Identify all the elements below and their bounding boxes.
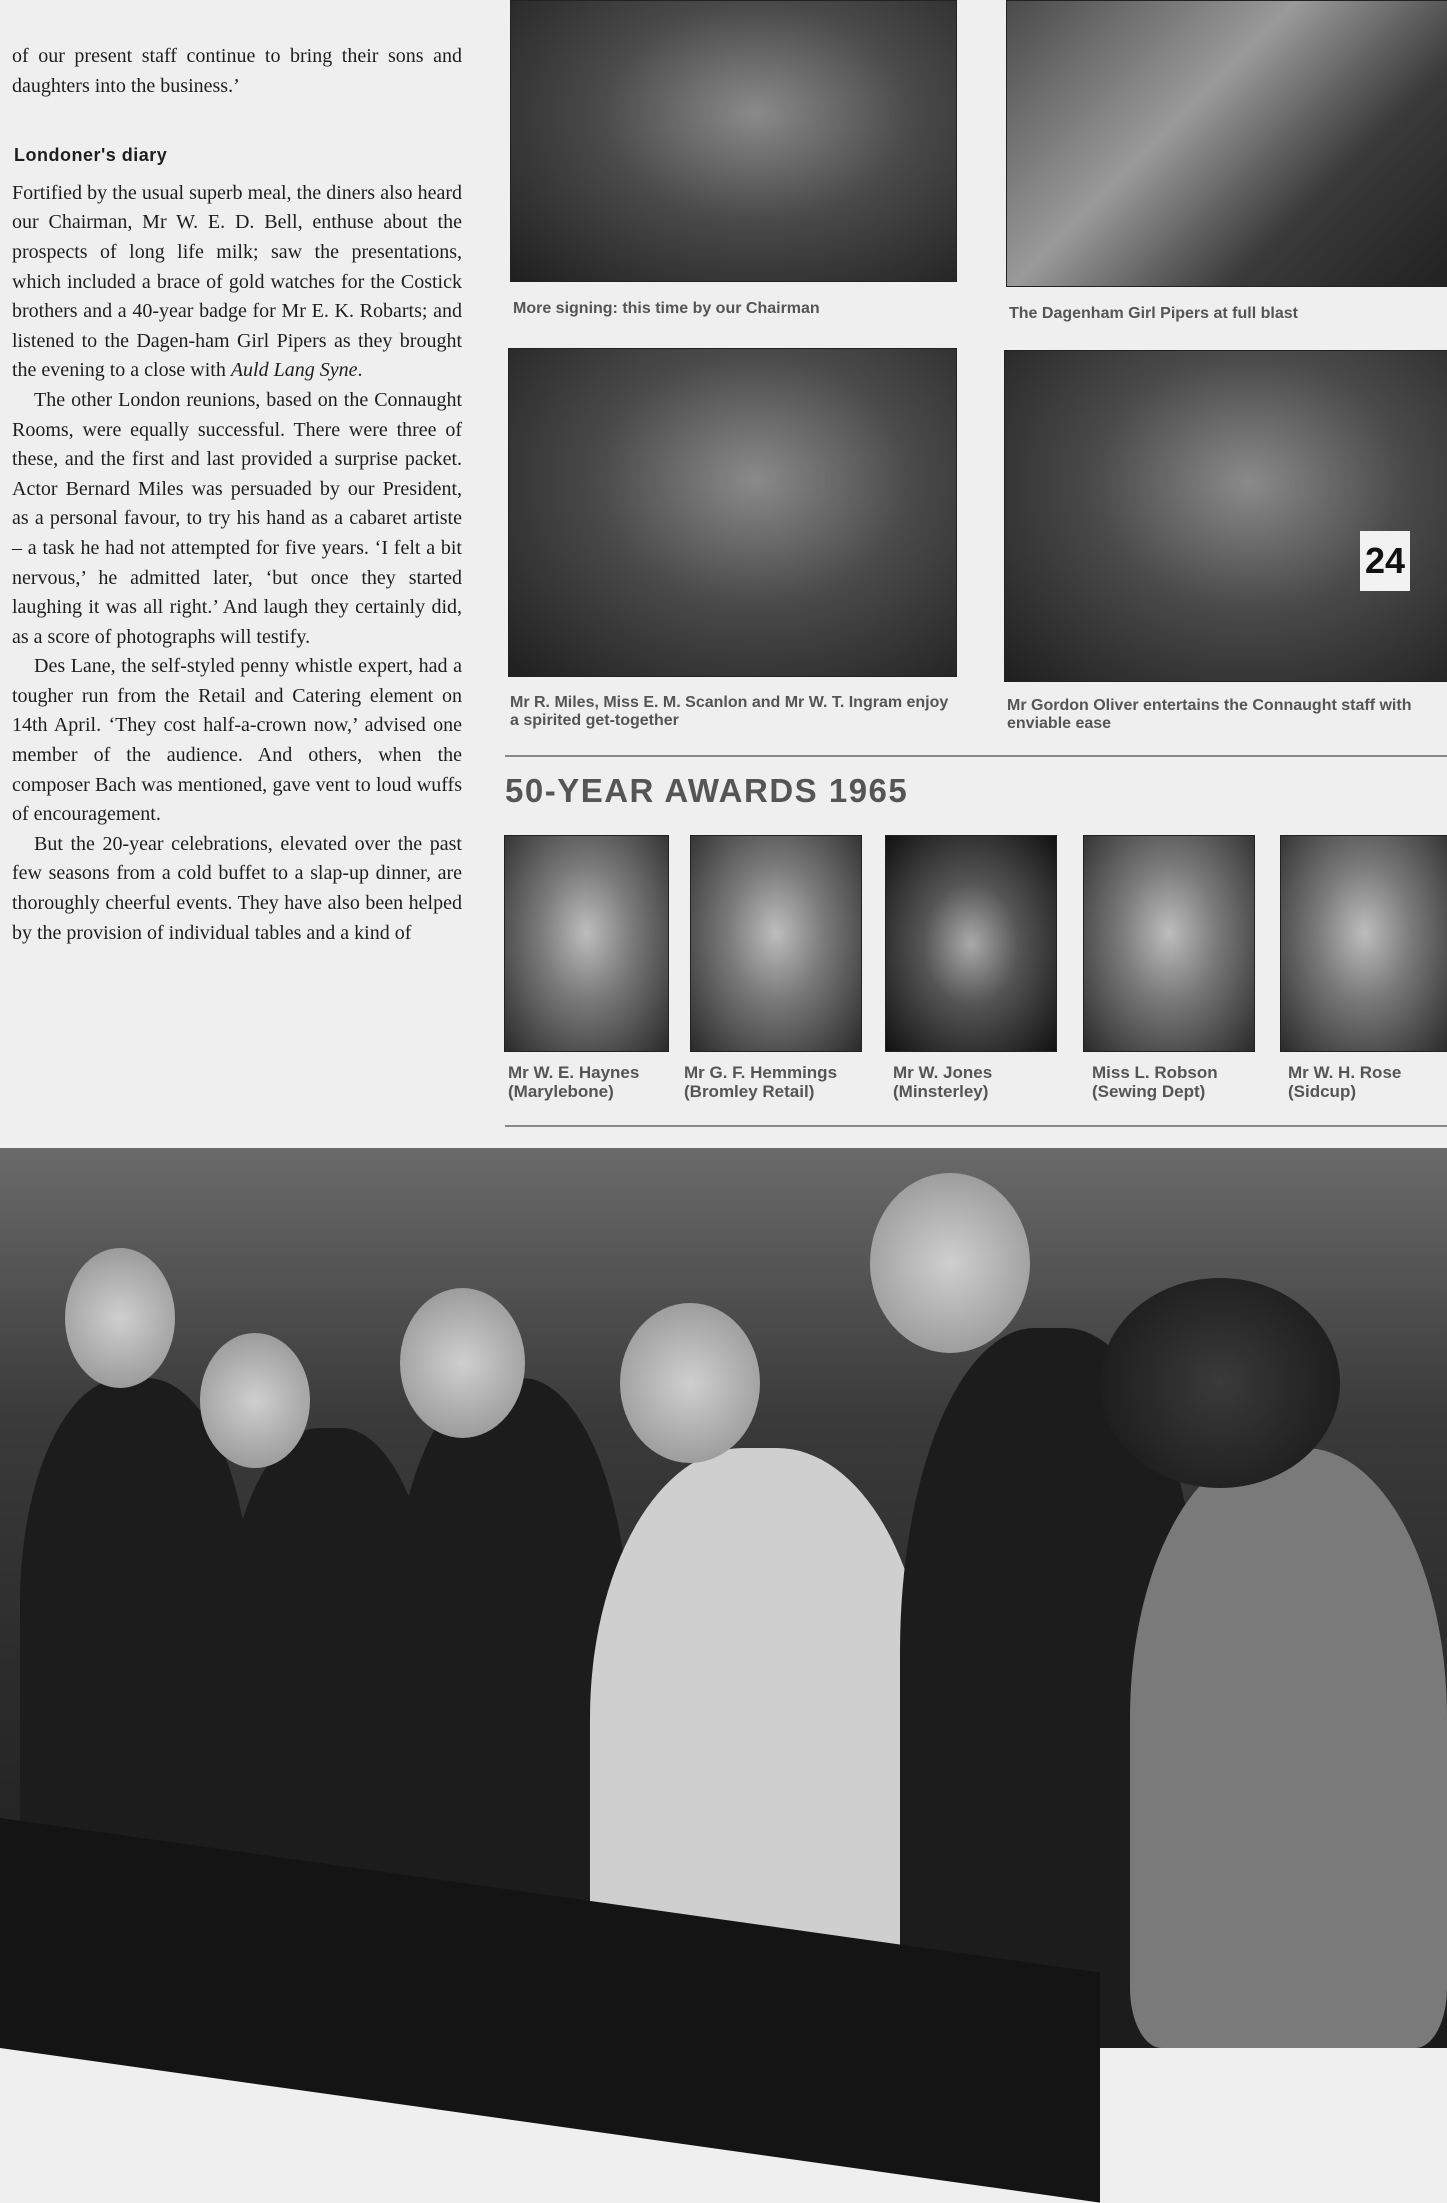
figure-face [200,1333,310,1468]
award-place: (Bromley Retail) [684,1082,815,1101]
award-place: (Sidcup) [1288,1082,1356,1101]
caption-oliver: Mr Gordon Oliver entertains the Connaught staff with enviable ease [1007,697,1412,732]
song-title: Auld Lang Syne [230,359,358,382]
photo-gordon-oliver [1004,350,1447,682]
figure-face [65,1248,175,1388]
award-name: Mr W. E. Haynes [508,1063,640,1082]
figure [20,1378,250,1878]
caption-miles: Mr R. Miles, Miss E. M. Scanlon and Mr W. T. Ingram enjoy a spirited get-together [510,694,949,729]
award-name: Mr W. H. Rose [1288,1063,1402,1082]
figure-face [870,1173,1030,1353]
photo-awards-table-group [0,1148,1447,2048]
article-lead-in: of our present staff continue to bring their sons and daughters into the business.’ [12,45,462,97]
award-place: (Minsterley) [893,1082,989,1101]
punctuation: . [357,359,363,382]
portrait-robson [1083,835,1255,1052]
article-paragraph: Des Lane, the self-styled penny whistle expert, had a tougher run from the Retail and Catering element on 14th April. ‘They cost half-a-crown now,’ advised one member of the audience. And others, when the composer Bach was mentioned, gave vent to loud wuffs of encouragement. [12,655,462,826]
award-place: (Marylebone) [508,1082,614,1101]
figure-hair [1100,1278,1340,1488]
award-name: Miss L. Robson [1092,1063,1218,1082]
photo-miles-scanlon-ingram [508,348,957,677]
article-paragraph: The other London reunions, based on the Connaught Rooms, were equally successful. There were three of these, and the first and last provided a surprise packet. Actor Bernard Miles was persuaded by our President, as a personal favour, to try his hand as a cabaret artiste – a task he had not attempted for five years. ‘I felt a bit nervous,’ he admitted later, ‘but once they started laughing it was all right.’ And laugh they certainly did, as a score of photographs will testify. [12,388,462,648]
photo-chairman-signing [510,0,957,282]
awards-heading: 50-YEAR AWARDS 1965 [505,772,909,809]
article-column [12,42,462,948]
figure-face [400,1288,525,1438]
article-paragraph: But the 20-year celebrations, elevated over the past few seasons from a cold buffet to a slap-up dinner, are thoroughly cheerful events. They have also been helped by the provision of individual tables and a kind of [12,832,462,944]
divider [505,755,1447,757]
caption-pipers: The Dagenham Girl Pipers at full blast [1009,305,1298,322]
article-paragraph [12,179,462,386]
paragraph-text: Fortified by the usual superb meal, the diners also heard our Chairman, Mr W. E. D. Bell, enthuse about the prospects of long life milk; saw the presentations, which included a brace of gold watches for the Costick brothers and a 40-year badge for Mr E. K. Robarts; and listened to the Dagen-ham Girl Pipers as they brought the evening to a close with [12,181,462,382]
portrait-haynes [504,835,669,1052]
award-name: Mr G. F. Hemmings [684,1063,838,1082]
figure-face [620,1303,760,1463]
divider [505,1125,1447,1127]
caption-signing: More signing: this time by our Chairman [513,300,820,317]
portrait-rose [1280,835,1447,1052]
figure-patterned-dress [1130,1448,1447,2048]
award-caption [1288,1063,1401,1101]
award-name: Mr W. Jones [893,1063,993,1082]
portrait-hemmings [690,835,862,1052]
subheading: Londoner's diary [14,145,168,166]
award-caption [1092,1063,1218,1101]
table-number-sign: 24 [1360,531,1410,591]
award-caption [684,1063,837,1101]
award-place: (Sewing Dept) [1092,1082,1206,1101]
award-caption [508,1063,639,1101]
award-caption [893,1063,992,1101]
photo-girl-pipers [1006,0,1447,287]
portrait-jones [885,835,1057,1052]
